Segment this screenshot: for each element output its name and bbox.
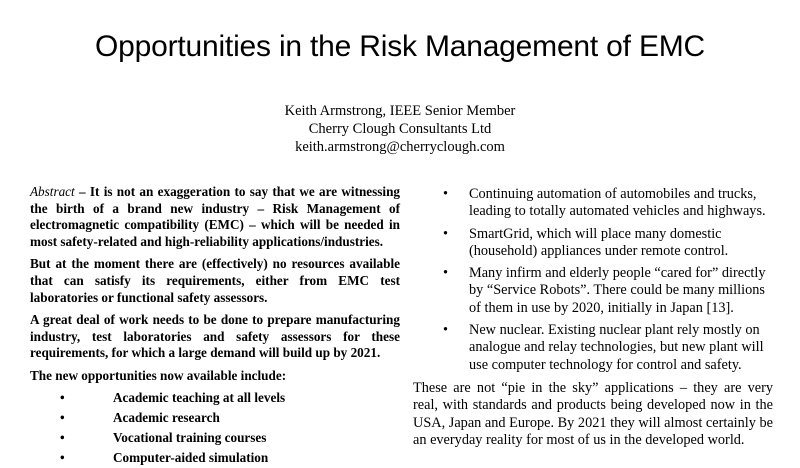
list-item-text: Computer-aided simulation (113, 449, 269, 465)
bullet-icon: • (443, 186, 449, 202)
bullet-icon: • (60, 389, 65, 405)
paper-title: Opportunities in the Risk Management of EMC (94, 30, 706, 63)
list-item-text: Academic teaching at all levels (113, 389, 286, 405)
paragraph-pie-in-the-sky: These are not “pie in the sky” applications – they are very real, with standards and products being developed now in the USA, Japan and Europe. By 2021 they will almost certainly be an everyday reality for most of us in the developed world. (413, 379, 773, 448)
list-item-text: New nuclear. Existing nuclear plant rely mostly on analogue and relay technologies, but new plant will use computer technology for control and safety. (469, 322, 764, 373)
paragraph-resources: But at the moment there are (effectively) no resources available that can satisfy its requirements, either from EMC test laboratories or functional safety assessors. (30, 256, 400, 305)
list-item (413, 226, 773, 261)
author-affiliation: Cherry Clough Consultants Ltd (308, 121, 492, 137)
list-item (30, 388, 400, 408)
author-name: Keith Armstrong, IEEE Senior Member (284, 103, 516, 119)
paragraph-work: A great deal of work needs to be done to prepare manufacturing industry, test laboratories and safety assessors for these requirements, for which a large demand will build up by 2021. (30, 312, 400, 361)
bullet-icon: • (443, 265, 449, 282)
list-item-text: Continuing automation of automobiles and trucks, leading to totally automated vehicles and highways. (469, 186, 766, 220)
list-item (413, 186, 773, 221)
paragraph-opportunities: The new opportunities now available include: (30, 367, 287, 383)
bullet-icon: • (443, 322, 449, 339)
list-item-text: Vocational training courses (113, 429, 267, 445)
list-item (413, 322, 773, 374)
right-column (413, 186, 773, 449)
bullet-icon: • (60, 449, 65, 465)
list-item (30, 448, 400, 468)
bullet-icon: • (443, 225, 449, 242)
bullet-icon: • (60, 409, 65, 425)
bullet-icon: • (60, 429, 65, 445)
abstract-text: – It is not an exaggeration to say that we are witnessing the birth of a brand new industry – Risk Management of electromagnetic compatibility (EMC) – which will be needed in most safety-related and high-reliability applications/industries. (30, 184, 400, 249)
list-item-text: SmartGrid, which will place many domestic (household) appliances under remote control. (469, 225, 729, 259)
applications-list (413, 186, 773, 374)
list-item (30, 428, 400, 448)
list-item (30, 408, 400, 428)
list-item (413, 265, 773, 317)
list-item-text: Academic research (113, 409, 220, 425)
left-column (30, 184, 400, 468)
abstract-paragraph (30, 184, 400, 250)
opportunities-list (30, 388, 400, 468)
list-item-text: Many infirm and elderly people “cared for” directly by “Service Robots”. There could be many millions of them in use by 2020, initially in Japan [13]. (469, 265, 766, 316)
author-email: keith.armstrong@cherryclough.com (295, 139, 505, 155)
abstract-label: Abstract (30, 184, 75, 199)
